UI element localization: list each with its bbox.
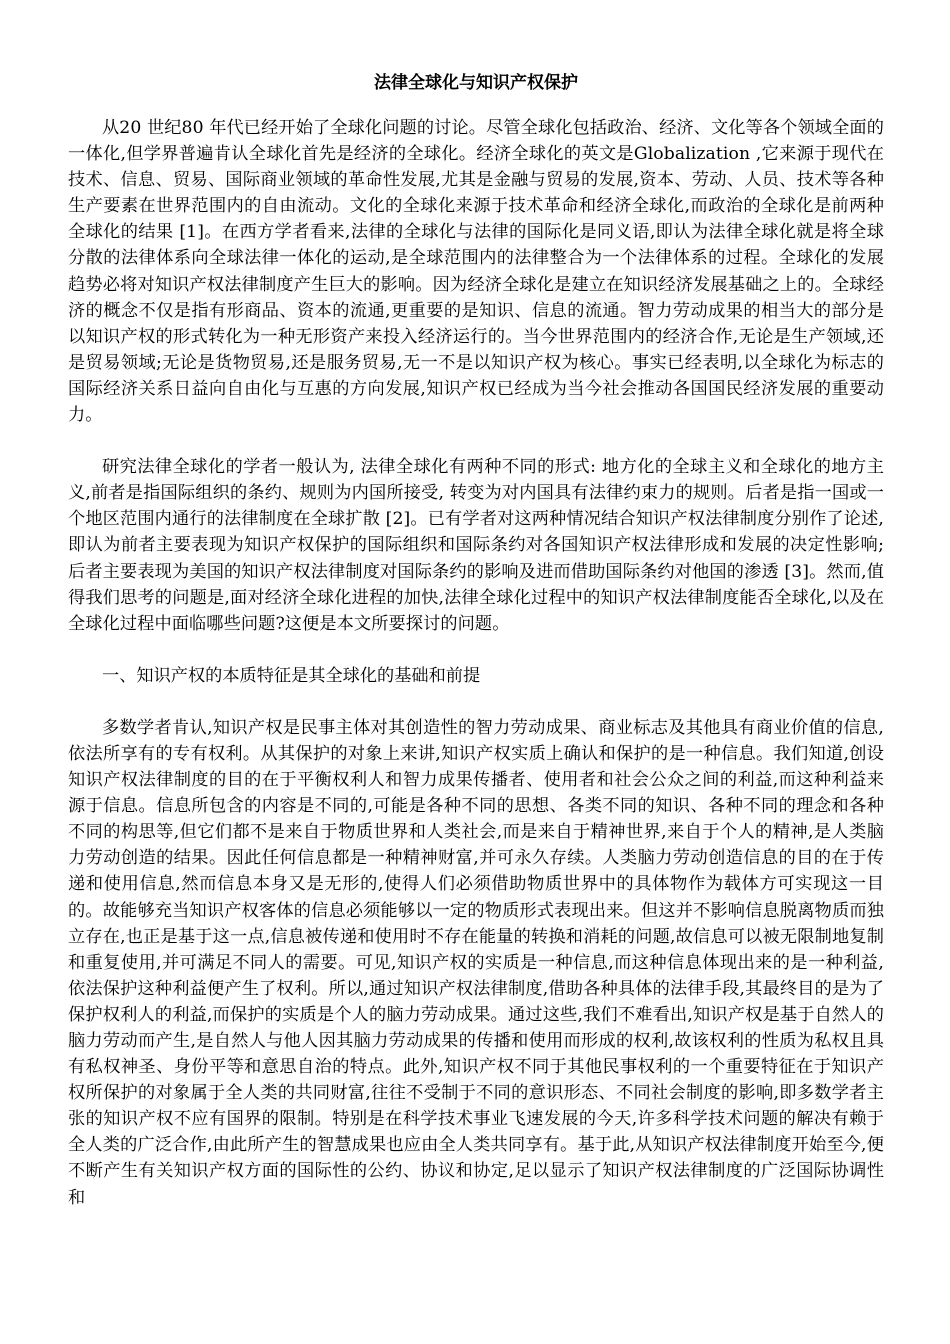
body-paragraph: 从20 世纪80 年代已经开始了全球化问题的讨论。尽管全球化包括政治、经济、文化等各个领域全面的一体化,但学界普遍肯认全球化首先是经济的全球化。经济全球化的英文是Globalization ,它来源于现代在技术、信息、贸易、国际商业领域的革命性发展,尤其是金融与贸易的发展,资本、劳动、人员、技术等各种生产要素在世界范围内的自由流动。文化的全球化来源于技术革命和经济全球化,而政治的全球化是前两种全球化的结果 [1]。在西方学者看来,法律的全球化与法律的国际化是同义语,即认为法律全球化就是将全球分散的法律体系向全球法律一体化的运动,是全球范围内的法律整合为一个法律体系的过程。全球化的发展趋势必将对知识产权法律制度产生巨大的影响。因为经济全球化是建立在知识经济发展基础之上的。全球经济的概念不仅是指有形商品、资本的流通,更重要的是知识、信息的流通。智力劳动成果的相当大的部分是以知识产权的形式转化为一种无形资产来投入经济运行的。当今世界范围内的经济合作,无论是生产领域,还是贸易领域;无论是货物贸易,还是服务贸易,无一不是以知识产权为核心。事实已经表明,以全球化为标志的国际经济关系日益向自由化与互惠的方向发展,知识产权已经成为当今社会推动各国国民经济发展的重要动力。 [68,118,884,426]
document-title: 法律全球化与知识产权保护 [374,73,578,93]
body-paragraph: 多数学者肯认,知识产权是民事主体对其创造性的智力劳动成果、商业标志及其他具有商业价值的信息,依法所享有的专有权利。从其保护的对象上来讲,知识产权实质上确认和保护的是一种信息。我们知道,创设知识产权法律制度的目的在于平衡权利人和智力成果传播者、使用者和社会公众之间的利益,而这种利益来源于信息。信息所包含的内容是不同的,可能是各种不同的思想、各类不同的知识、各种不同的理念和各种不同的构思等,但它们都不是来自于物质世界和人类社会,而是来自于精神世界,来自于个人的精神,是人类脑力劳动创造的结果。因此任何信息都是一种精神财富,并可永久存续。人类脑力劳动创造信息的目的在于传递和使用信息,然而信息本身又是无形的,使得人们必须借助物质世界中的具体物作为载体方可实现这一目的。故能够充当知识产权客体的信息必须能够以一定的物质形式表现出来。但这并不影响信息脱离物质而独立存在,也正是基于这一点,信息被传递和使用时不存在能量的转换和消耗的问题,故信息可以被无限制地复制和重复使用,并可满足不同人的需要。可见,知识产权的实质是一种信息,而这种信息体现出来的是一种利益,依法保护这种利益便产生了权利。所以,通过知识产权法律制度,借助各种具体的法律手段,其最终目的是为了保护权利人的利益,而保护的实质是个人的脑力劳动成果。通过这些,我们不难看出,知识产权是基于自然人的脑力劳动而产生,是自然人与他人因其脑力劳动成果的传播和使用而形成的权利,故该权利的性质为私权且具有私权神圣、身份平等和意思自治的特点。此外,知识产权不同于其他民事权利的一个重要特征在于知识产权所保护的对象属于全人类的共同财富,往往不受制于不同的意识形态、不同社会制度的影响,即多数学者主张的知识产权不应有国界的限制。特别是在科学技术事业飞速发展的今天,许多科学技术问题的解决有赖于全人类的广泛合作,由此所产生的智慧成果也应由全人类共同享有。基于此,从知识产权法律制度开始至今,便不断产生有关知识产权方面的国际性的公约、协议和协定,足以显示了知识产权法律制度的广泛国际协调性和 [68,717,884,1208]
section-heading: 一、知识产权的本质特征是其全球化的基础和前提 [102,665,481,686]
document-page [68,70,884,1211]
body-paragraph: 研究法律全球化的学者一般认为, 法律全球化有两种不同的形式: 地方化的全球主义和全球化的地方主义,前者是指国际组织的条约、规则为内国所接受, 转变为对内国具有法律约束力的规则。后者是指一国或一个地区范围内通行的法律制度在全球扩散 [2]。已有学者对这两种情况结合知识产权法律制度分别作了论述,即认为前者主要表现为知识产权保护的国际组织和国际条约对各国知识产权法律形成和发展的决定性影响;后者主要表现为美国的知识产权法律制度对国际条约的影响及进而借助国际条约对他国的渗透 [3]。然而,值得我们思考的问题是,面对经济全球化进程的加快,法律全球化过程中的知识产权法律制度能否全球化,以及在全球化过程中面临哪些问题?这便是本文所要探讨的问题。 [68,457,884,634]
